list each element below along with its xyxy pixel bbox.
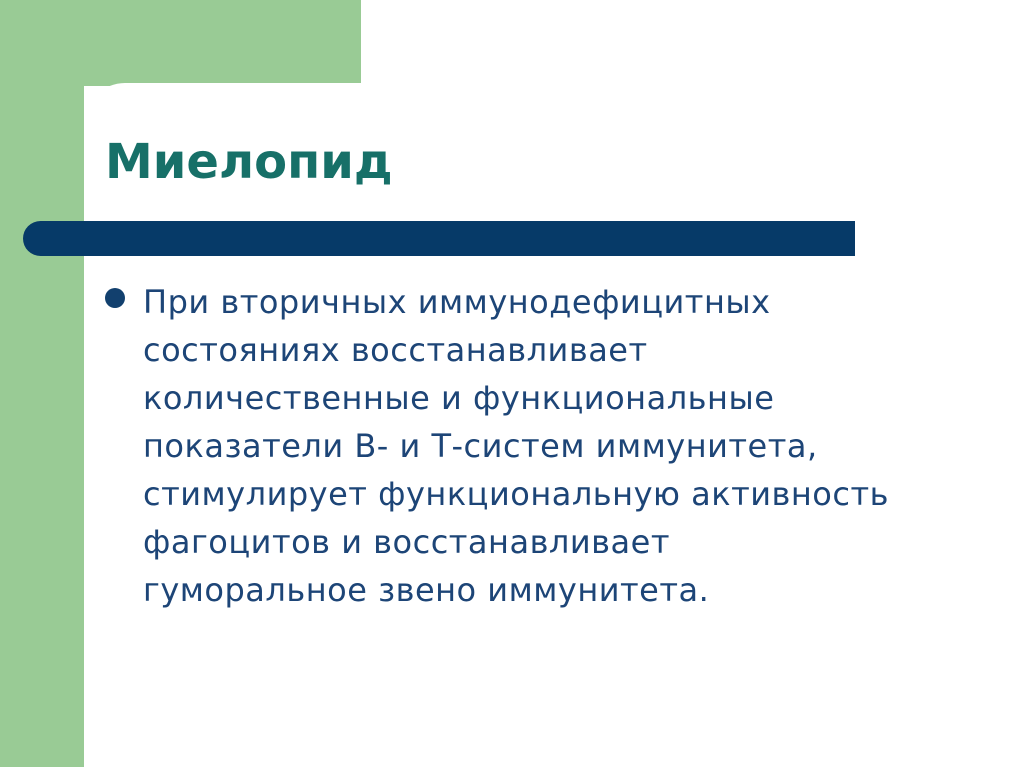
background-green-left-column bbox=[0, 0, 84, 767]
bullet-line: гуморальное звено иммунитета. bbox=[143, 571, 710, 609]
title-accent-bar bbox=[23, 221, 855, 256]
bullet-paragraph bbox=[143, 278, 963, 614]
bullet-line: стимулирует функциональную активность bbox=[143, 475, 889, 513]
background-green-top-block bbox=[0, 0, 361, 86]
bullet-marker-icon bbox=[105, 288, 125, 308]
bullet-line: количественные и функциональные bbox=[143, 379, 775, 417]
bullet-line: показатели В- и Т-систем иммунитета, bbox=[143, 427, 818, 465]
slide-title: Миелопид bbox=[105, 134, 393, 190]
bullet-line: фагоцитов и восстанавливает bbox=[143, 523, 670, 561]
bullet-line: состояниях восстанавливает bbox=[143, 331, 648, 369]
bullet-line: При вторичных иммунодефицитных bbox=[143, 283, 771, 321]
